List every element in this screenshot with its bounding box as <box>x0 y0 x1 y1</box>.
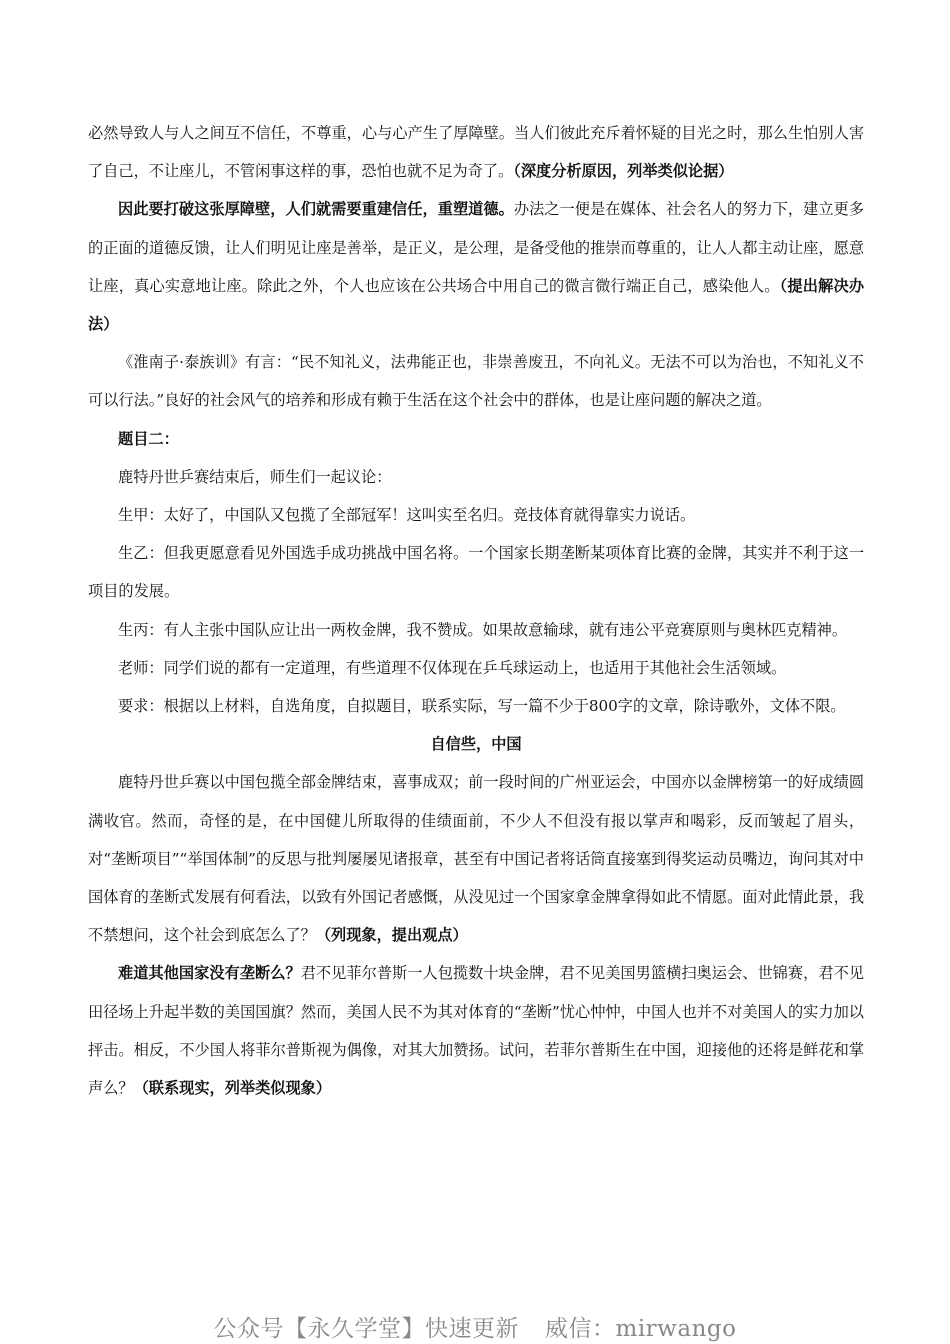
prompt-heading <box>88 420 864 458</box>
text-segment: 鹿特丹世乒赛以中国包揽全部金牌结束，喜事成双；前一段时间的广州亚运会，中国亦以金牌榜第一的好成绩圆满收官。然而，奇怪的是，在中国健儿所取得的佳绩面前，不少人不但没有报以掌声和喝彩，反而皱起了眉头，对“垄断项目”“举国体制”的反思与批判屡屡见诸报章，甚至有中国记者将话筒直接塞到得奖运动员嘴边，询问其对中国体育的垄断式发展有何看法，以致有外国记者感慨，从没见过一个国家拿金牌拿得如此不情愿。面对此情此景，我不禁想问，这个社会到底怎么了？ <box>88 773 864 945</box>
paragraph-2 <box>88 190 864 343</box>
paragraph-6 <box>88 496 864 534</box>
paragraph-5 <box>88 458 864 496</box>
text-segment: 君不见菲尔普斯一人包揽数十块金牌，君不见美国男篮横扫奥运会、世锦赛，君不见田径场上升起半数的美国国旗？然而，美国人民不为其对体育的“垄断”忧心忡忡，中国人也并不对美国人的实力加以抨击。相反，不少国人将菲尔普斯视为偶像，对其大加赞扬。试问，若菲尔普斯生在中国，迎接他的还将是鲜花和掌声么？ <box>88 964 865 1098</box>
paragraph-10 <box>88 687 864 725</box>
paragraph-8 <box>88 611 864 649</box>
essay-paragraph-2 <box>88 954 864 1107</box>
paragraph-9 <box>88 649 864 687</box>
text-segment: 必然导致人与人之间互不信任，不尊重，心与心产生了厚障壁。当人们彼此充斥着怀疑的目光之时，那么生怕别人害了自己，不让座儿，不管闲事这样的事，恐怕也就不足为奇了。 <box>88 124 864 181</box>
footer-right: 威信：mirwango <box>545 1316 737 1342</box>
text-segment: 办法之一便是在媒体、社会名人的努力下，建立更多的正面的道德反馈，让人们明见让座是善举，是正义，是公理，是备受他的推崇而尊重的，让人人都主动让座，愿意让座，真心实意地让座。除此之外，个人也应该在公共场合中用自己的微言微行端正自己，感染他人。 <box>88 200 865 295</box>
paragraph-1 <box>88 114 864 190</box>
text-segment: 《淮南子·泰族训》有言：“民不知礼义，法弗能正也，非崇善废丑，不向礼义。无法不可以为治也，不知礼义不可以行法。”良好的社会风气的培养和形成有赖于生活在这个社会中的群体，也是让座问题的解决之道。 <box>88 353 864 410</box>
text-segment: 生甲：太好了，中国队又包揽了全部冠军！这叫实至名归。竞技体育就得靠实力说话。 <box>118 506 696 525</box>
paragraph-7 <box>88 534 864 610</box>
thesis-bold: 因此要打破这张厚障壁，人们就需要重建信任，重塑道德。 <box>118 200 514 219</box>
text-segment: 要求：根据以上材料，自选角度，自拟题目，联系实际，写一篇不少于800字的文章，除诗歌外，文体不限。 <box>118 697 846 716</box>
text-segment: 老师：同学们说的都有一定道理，有些道理不仅体现在乒乓球运动上，也适用于其他社会生活领域。 <box>118 658 787 677</box>
heading-bold: 题目二： <box>118 429 179 448</box>
essay-title: 自信些，中国 <box>430 735 522 754</box>
text-segment: 生丙：有人主张中国队应让出一两枚金牌，我不赞成。如果故意输球，就有违公平竞赛原则与奥林匹克精神。 <box>118 620 847 639</box>
footer-left: 公众号【永久学堂】快速更新 <box>213 1316 520 1342</box>
paragraph-3 <box>88 343 864 419</box>
text-segment: 鹿特丹世乒赛结束后，师生们一起议论： <box>118 467 392 486</box>
footer-watermark <box>0 1310 950 1343</box>
thesis-bold: 难道其他国家没有垄断么？ <box>118 964 301 983</box>
document-body <box>88 114 864 1107</box>
text-segment: 生乙：但我更愿意看见外国选手成功挑战中国名将。一个国家长期垄断某项体育比赛的金牌，其实并不利于这一项目的发展。 <box>88 544 864 601</box>
annotation-bold: （联系现实，列举类似现象） <box>133 1079 331 1098</box>
annotation-bold: （提出解决办法） <box>88 276 865 334</box>
annotation-bold: （深度分析原因，列举类似论据） <box>513 162 734 181</box>
annotation-bold: （列现象，提出观点） <box>315 926 468 945</box>
essay-paragraph-1 <box>88 763 864 954</box>
